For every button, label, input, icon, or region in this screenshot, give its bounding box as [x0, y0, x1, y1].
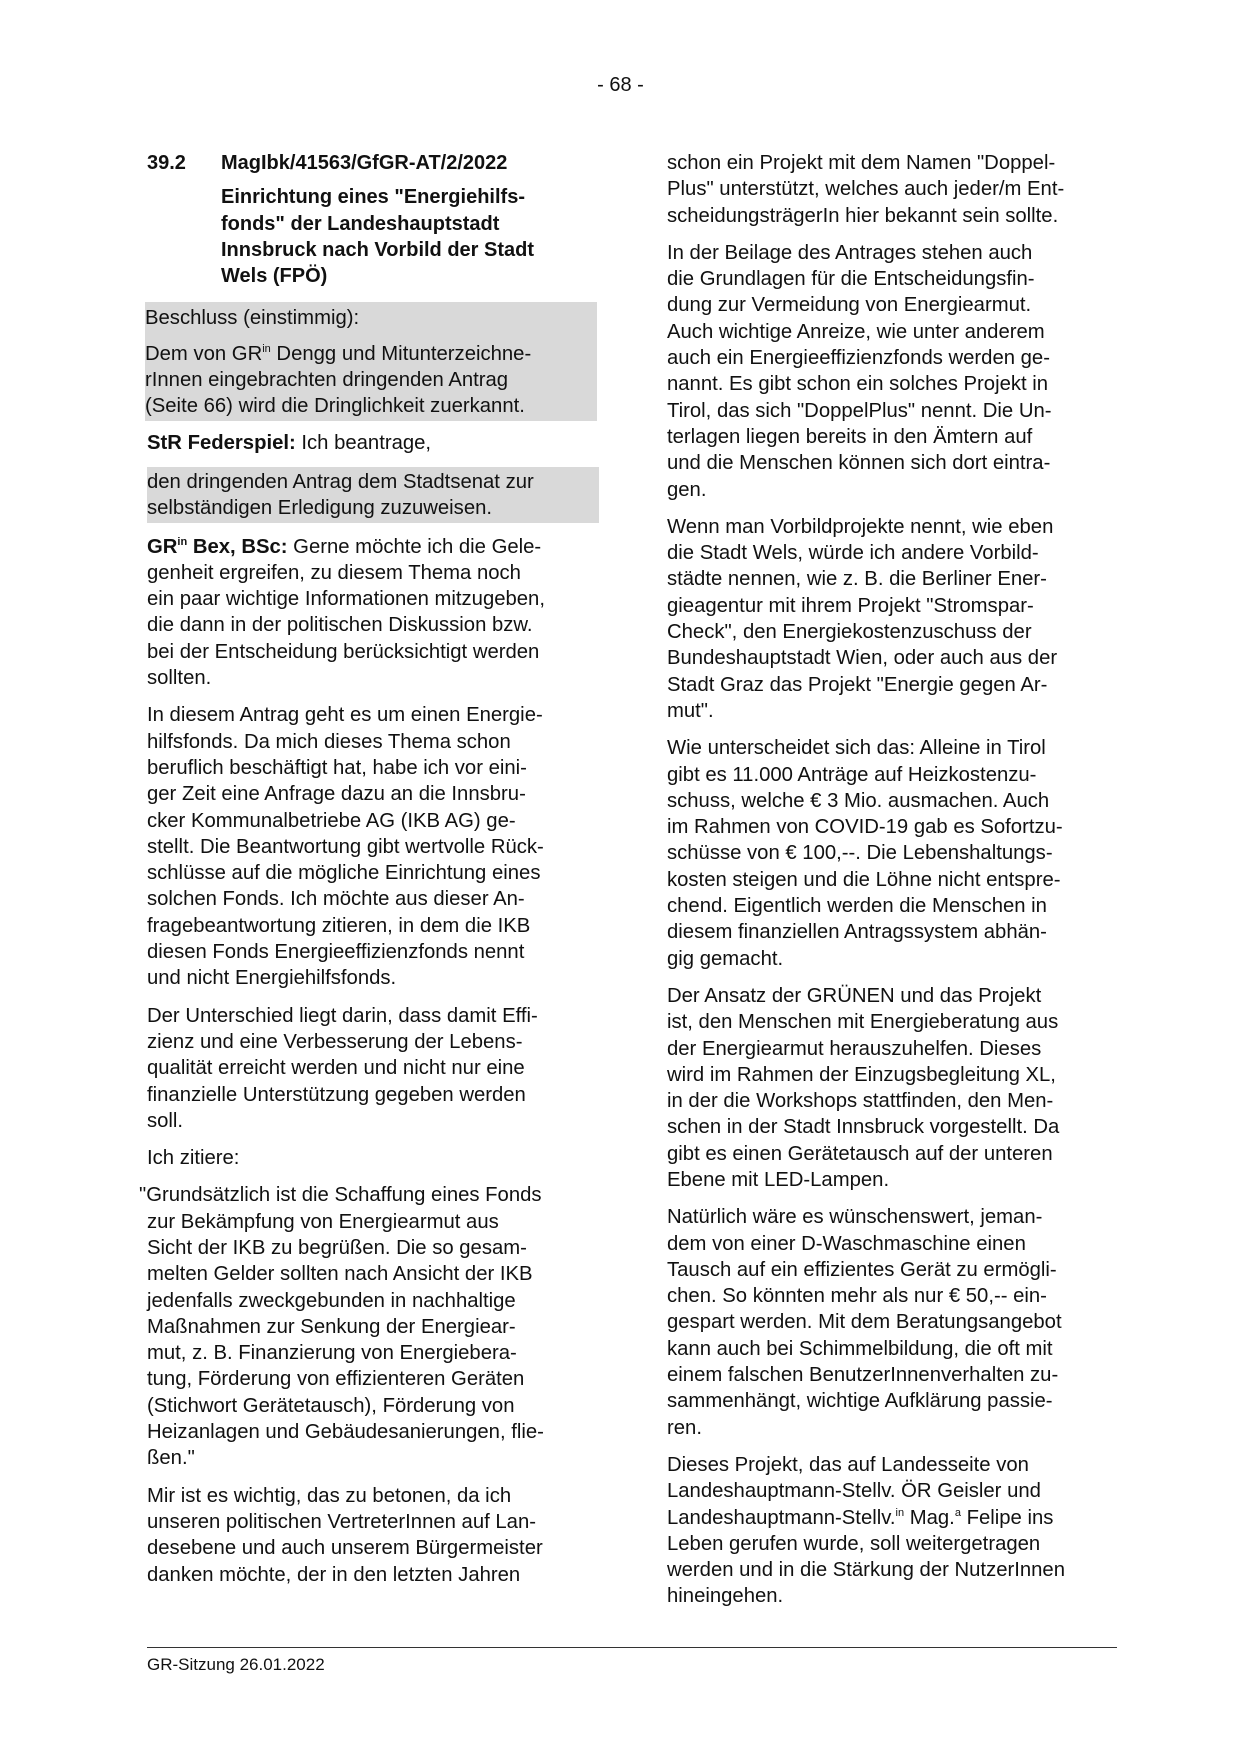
right-paragraph: Der Ansatz der GRÜNEN und das Projekt ist, den Menschen mit Energieberatung aus der Energiearmut herauszuhelfen. Dieses wird im Rahmen der Einzugsbegleitung XL, in der die Workshops stattfinden, den Men- schen in der Stadt Innsbruck vorgestellt. Da gibt es einen Gerätetausch auf der unteren Ebene mit LED-Lampen. — [667, 984, 1060, 1191]
footer-session-date: GR-Sitzung 26.01.2022 — [147, 1655, 325, 1674]
agenda-reference: MagIbk/41563/GfGR-AT/2/2022 — [221, 152, 508, 174]
left-closing-paragraph: Mir ist es wichtig, das zu betonen, da ich unseren politischen VertreterInnen auf Lan- desebene und auch unserem Bürgermeister danken möchte, der in den letzten Jahren — [147, 1484, 543, 1586]
right-paragraph: schon ein Projekt mit dem Namen "Doppel- Plus" unterstützt, welches auch jeder/m Ent- scheidungsträgerIn hier bekannt sein sollte. — [667, 152, 1065, 227]
bex-statement: $GR^{in}$ Bex, BSc: Gerne möchte ich die Gele- genheit ergreifen, zu diesem Thema noch ein paar wichtige Informationen mitzugeben, die dann in der politischen Diskussion bzw. bei der Entscheidung berücksichtigt werden sollten. — [147, 535, 545, 690]
decision-label: Beschluss (einstimmig): — [145, 307, 360, 330]
agenda-number: 39.2 — [147, 152, 186, 174]
speaker-federspiel: StR Federspiel: — [147, 431, 296, 454]
left-paragraph: Ich zitiere: — [147, 1147, 240, 1170]
right-paragraph: Wie unterscheidet sich das: Alleine in Tirol gibt es 11.000 Anträge auf Heizkostenzu- schuss, welche € 3 Mio. ausmachen. Auch im Rahmen von COVID-19 gab es Sofortzu- schüsse von € 100,--. Die Lebenshaltungs- kosten steigen und die Löhne nicht entspre- chend. Eigentlich werden die Menschen in diesem finanziellen Antragssystem abhän- gig gemacht. — [667, 737, 1063, 970]
right-last-paragraph: Dieses Projekt, das auf Landesseite von Landeshauptmann-Stellv. ÖR Geisler und Landeshauptmann-Stellv.$^{in}$ Mag.$^a$ Felipe ins Leben gerufen wurde, soll weitergetragen werden und in die Stärkung der NutzerInnen hineingehen. — [667, 1453, 1065, 1608]
left-column — [139, 150, 597, 1599]
right-paragraph: In der Beilage des Antrages stehen auch die Grundlagen für die Entscheidungsfin- dung zur Vermeidung von Energiearmut. Auch wichtige Anreize, wie unter anderem auch ein Energieeffizienzfonds werden ge- nannt. Es gibt schon ein solches Projekt in Tirol, das sich "DoppelPlus" nennt. Die Un- terlagen liegen bereits in den Ämtern auf und die Menschen können sich dort eintra- gen. — [667, 241, 1052, 501]
left-paragraph: In diesem Antrag geht es um einen Energie- hilfsfonds. Da mich dieses Thema schon beruflich beschäftigt hat, habe ich vor eini- ger Zeit eine Anfrage dazu an die Innsbru- cker Kommunalbetriebe AG (IKB AG) ge- stellt. Die Beantwortung gibt wertvolle Rück- schlüsse auf die mögliche Einrichtung eines solchen Fonds. Ich möchte aus dieser An- fragebeantwortung zitieren, in dem die IKB diesen Fonds Energieeffizienzfonds nennt und nicht Energiehilfsfonds. — [147, 704, 544, 990]
page-number: - 68 - — [597, 74, 644, 96]
agenda-title: Einrichtung eines "Energiehilfs- fonds" der Landeshauptstadt Innsbruck nach Vorbild der Stadt Wels (FPÖ) — [221, 186, 535, 288]
right-column — [667, 150, 1117, 1621]
speaker-bex: $GR^{in}$ Bex, BSc: — [147, 535, 288, 558]
agenda-heading — [147, 150, 597, 176]
footer-divider — [147, 1647, 1117, 1648]
motion-text: den dringenden Antrag dem Stadtsenat zur selbständigen Erledigung zuzuweisen. — [147, 470, 534, 520]
decision-box — [145, 302, 597, 420]
right-paragraph: Wenn man Vorbildprojekte nennt, wie eben die Stadt Wels, würde ich andere Vorbild- städte nennen, wie z. B. die Berliner Ener- gieagentur mit ihrem Projekt "Stromspar- Check", den Energiekostenzuschuss der Bundeshauptstadt Wien, oder auch aus der Stadt Graz das Projekt "Energie gegen Ar- mut". — [667, 515, 1058, 722]
motion-box — [147, 467, 599, 523]
decision-text: Dem von $GR^{in}$ Dengg und Mitunterzeichne- rInnen eingebrachten dringenden Antrag (Seite 66) wird die Dringlichkeit zuerkannt. — [145, 342, 532, 418]
federspiel-statement: StR Federspiel: Ich beantrage, — [147, 431, 432, 454]
left-paragraph: Der Unterschied liegt darin, dass damit Effi- zienz und eine Verbesserung der Lebens- qualität erreicht werden und nicht nur eine finanzielle Unterstützung gegeben werden soll. — [147, 1004, 538, 1132]
right-paragraph: Natürlich wäre es wünschenswert, jeman- dem von einer D-Waschmaschine einen Tausch auf ein effizientes Gerät zu ermögli- chen. So könnten mehr als nur € 50,-- ein- gespart werden. Mit dem Beratungsangebot kann auch bei Schimmelbildung, die oft mit einem falschen BenutzerInnenverhalten zu- sammenhängt, wichtige Aufklärung passie- ren. — [667, 1206, 1062, 1439]
ikb-quote: "Grundsätzlich ist die Schaffung eines Fonds zur Bekämpfung von Energiearmut aus Sicht der IKB zu begrüßen. Die so gesam- melten Gelder sollten nach Ansicht der IKB jedenfalls zweckgebunden in nachhaltige Maßnahmen zur Senkung der Energiear- mut, z. B. Finanzierung von Energiebera- tung, Förderung von effizienteren Geräten (Stichwort Gerätetausch), Förderung von Heizanlagen und Gebäudesanierungen, flie- ßen." — [139, 1184, 544, 1470]
